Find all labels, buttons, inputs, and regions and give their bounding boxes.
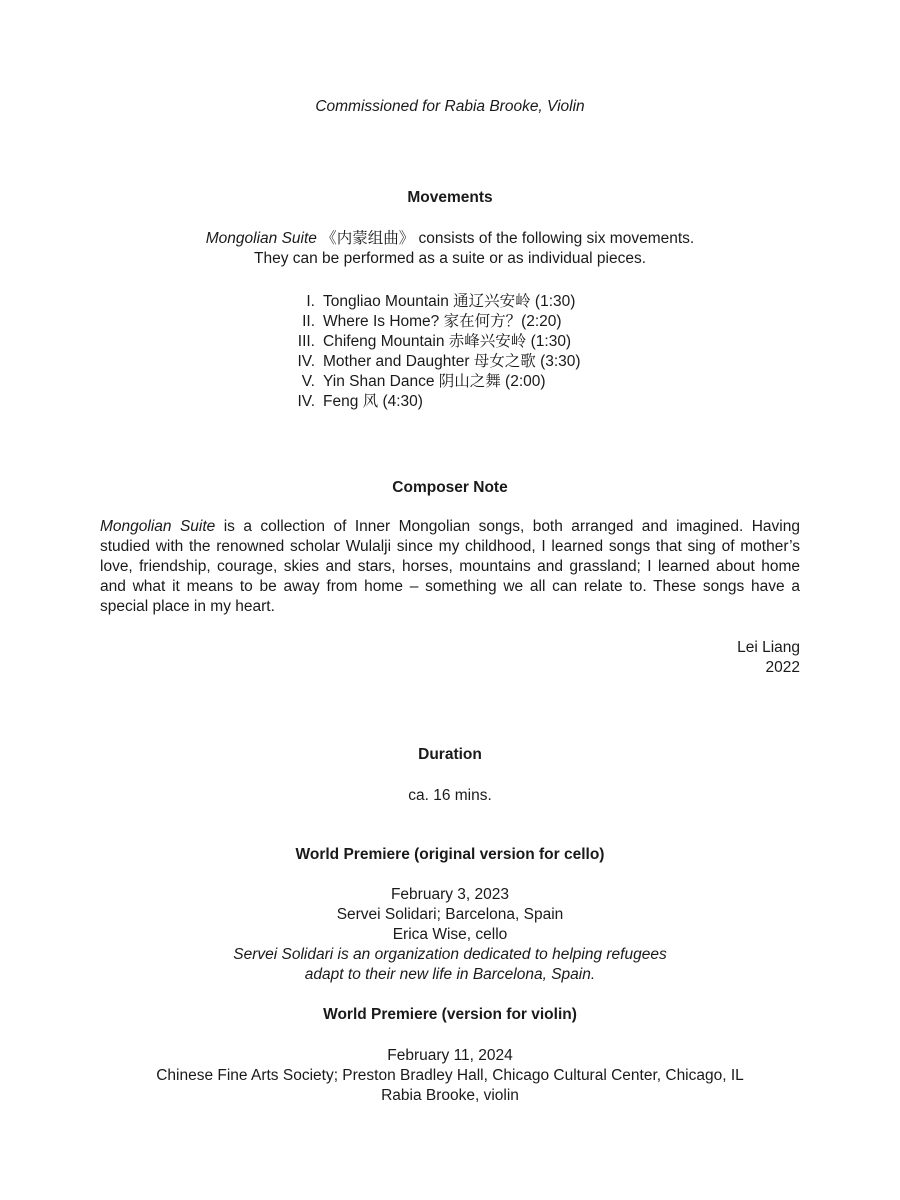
movements-intro-text: 《内蒙组曲》 consists of the following six movements. <box>316 230 695 247</box>
movement-number: I. <box>306 293 315 310</box>
premiere-cello-date: February 3, 2023 <box>390 886 510 903</box>
suite-title: Mongolian Suite <box>205 230 317 247</box>
list-item <box>200 292 700 312</box>
list-item <box>200 392 700 412</box>
premiere-violin-heading: World Premiere (version for violin) <box>323 1006 577 1023</box>
list-item <box>200 312 700 332</box>
movement-number: II. <box>302 313 315 330</box>
premiere-cello-note-line1: Servei Solidari is an organization dedicated to helping refugees <box>233 946 667 963</box>
duration-value: ca. 16 mins. <box>408 787 492 804</box>
composer-note-text: is a collection of Inner Mongolian songs, both arranged and imagined. Having studied with the renowned scholar Wulalji since my childhood, I learned songs that sing of mother’s love, friendship, courage, skies and stars, horses, mountains and grassland; I learned about home and what it means to be away from home – something we all can relate to. These songs have a special place in my heart. <box>100 518 800 615</box>
list-item <box>200 372 700 392</box>
movements-intro <box>0 229 900 249</box>
movement-title: Tongliao Mountain 通辽兴安岭 (1:30) <box>323 293 576 310</box>
premiere-violin-venue: Chinese Fine Arts Society; Preston Bradley Hall, Chicago Cultural Center, Chicago, IL <box>156 1067 744 1084</box>
composer-name: Lei Liang <box>737 639 800 656</box>
movement-title: Chifeng Mountain 赤峰兴安岭 (1:30) <box>323 333 572 350</box>
list-item <box>200 332 700 352</box>
movements-intro-line2: They can be performed as a suite or as individual pieces. <box>253 250 647 267</box>
movement-number: III. <box>297 333 315 350</box>
list-item <box>200 352 700 372</box>
movement-number: V. <box>301 373 315 390</box>
movement-title: Yin Shan Dance 阴山之舞 (2:00) <box>323 373 546 390</box>
composer-note-heading: Composer Note <box>392 479 508 496</box>
premiere-violin-performer: Rabia Brooke, violin <box>381 1087 519 1104</box>
composer-year: 2022 <box>765 659 800 676</box>
premiere-cello-note-line2: adapt to their new life in Barcelona, Spain. <box>304 966 596 983</box>
composer-note-body <box>100 517 800 617</box>
movement-number: IV. <box>297 393 315 410</box>
movement-number: IV. <box>297 353 315 370</box>
commission-line: Commissioned for Rabia Brooke, Violin <box>315 98 585 115</box>
movement-title: Mother and Daughter 母女之歌 (3:30) <box>323 353 581 370</box>
premiere-violin-date: February 11, 2024 <box>387 1047 513 1064</box>
duration-heading: Duration <box>418 746 482 763</box>
movements-heading: Movements <box>407 189 493 206</box>
suite-title: Mongolian Suite <box>100 518 216 535</box>
premiere-cello-performer: Erica Wise, cello <box>392 926 508 943</box>
movement-title: Where Is Home? 家在何方？(2:20) <box>323 313 562 330</box>
premiere-cello-venue: Servei Solidari; Barcelona, Spain <box>336 906 564 923</box>
premiere-cello-heading: World Premiere (original version for cello) <box>295 846 605 863</box>
movement-title: Feng 风 (4:30) <box>323 393 423 410</box>
